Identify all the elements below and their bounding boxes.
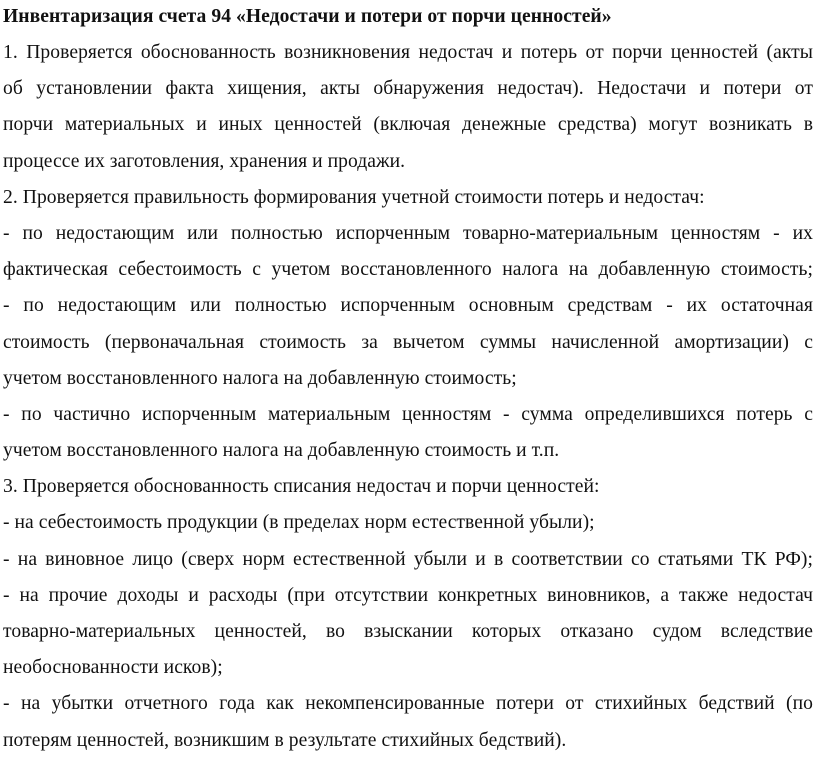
text-line: - по недостающим или полностью испорченным основным средствам - их остаточная (3, 295, 813, 317)
text-line: потерям ценностей, возникшим в результате стихийных бедствий). (3, 729, 567, 751)
text-line: процессе их заготовления, хранения и продажи. (3, 150, 406, 172)
text-line: порчи материальных и иных ценностей (включая денежные средства) могут возникать в (3, 114, 813, 136)
text-line: - на прочие доходы и расходы (при отсутствии конкретных виновников, а также недостач (3, 584, 813, 606)
text-line: - по частично испорченным материальным ценностям - сумма определившихся потерь с (3, 403, 813, 425)
text-line: необоснованности исков); (3, 657, 223, 679)
text-line: 3. Проверяется обоснованность списания недостач и порчи ценностей: (3, 476, 600, 498)
text-line: - на виновное лицо (сверх норм естественной убыли и в соответствии со статьями ТК РФ); (3, 548, 813, 570)
text-line: - по недостающим или полностью испорченным товарно-материальным ценностям - их (3, 222, 813, 244)
text-line: товарно-материальных ценностей, во взыскании которых отказано судом вследствие (3, 621, 813, 642)
text-line: стоимость (первоначальная стоимость за вычетом суммы начисленной амортизации) с (3, 331, 813, 353)
document-body (3, 35, 813, 759)
text-line: учетом восстановленного налога на добавленную стоимость; (3, 367, 517, 389)
document-title: Инвентаризация счета 94 «Недостачи и потери от порчи ценностей» (3, 6, 612, 27)
text-line: 1. Проверяется обоснованность возникновения недостач и потерь от порчи ценностей (акты (3, 42, 813, 63)
text-line: фактическая себестоимость с учетом восстановленного налога на добавленную стоимость; (3, 259, 813, 281)
text-line: об установлении факта хищения, акты обнаружения недостач). Недостачи и потери от (3, 78, 813, 100)
text-line: 2. Проверяется правильность формирования учетной стоимости потерь и недостач: (3, 186, 705, 208)
text-line: - на убытки отчетного года как некомпенсированные потери от стихийных бедствий (по (3, 693, 813, 715)
text-line: - на себестоимость продукции (в пределах норм естественной убыли); (3, 512, 595, 534)
text-line: учетом восстановленного налога на добавленную стоимость и т.п. (3, 440, 560, 462)
